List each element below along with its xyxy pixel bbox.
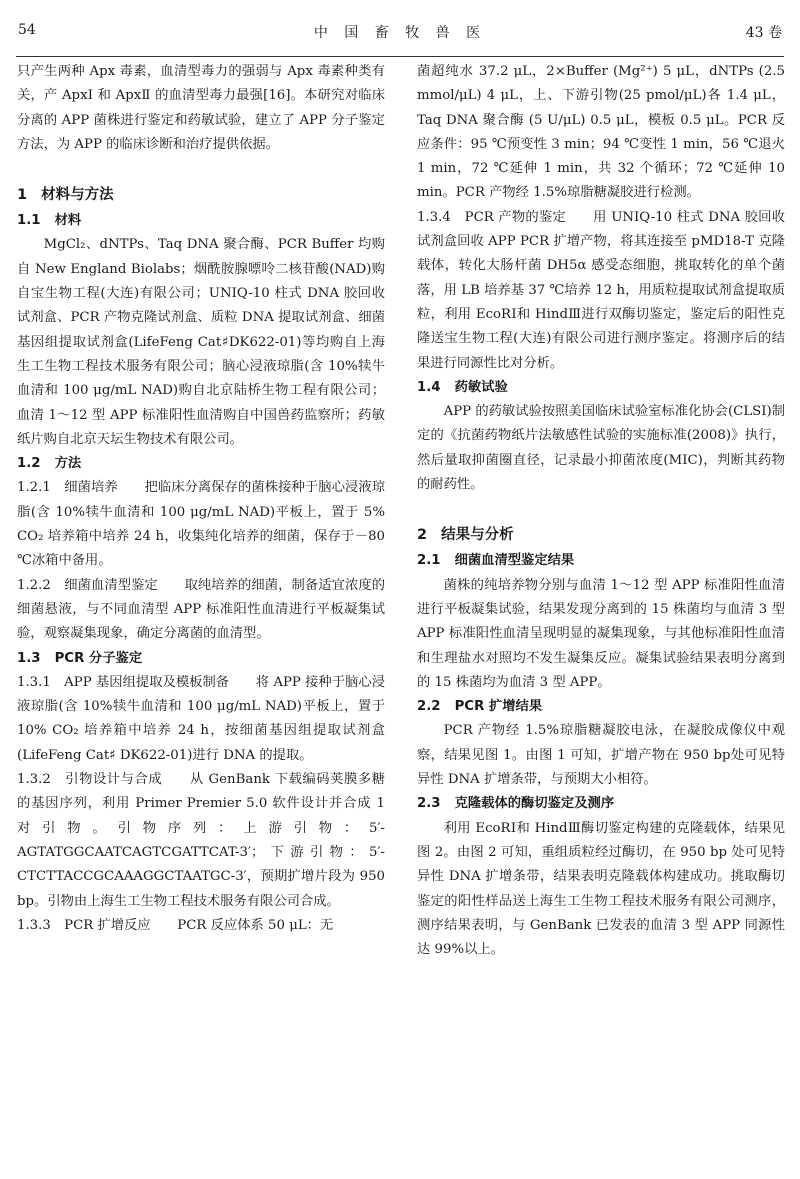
volume-label: 43 卷	[745, 25, 782, 41]
subsection-title: 细菌血清型鉴定结果	[454, 553, 575, 569]
subsection-heading-drug-sensitivity	[417, 376, 785, 400]
subsection-heading-pcr-results	[417, 695, 785, 719]
subsection-title: 药敏试验	[454, 379, 508, 395]
subsection-heading-materials	[17, 209, 385, 233]
right-column	[417, 60, 785, 962]
paragraph-1-3-3-continued: 菌超纯水 37.2 μL，2×Buffer (Mg²⁺) 5 μL，dNTPs (2.5 mmol/μL) 4 μL，上、下游引物(25 pmol/μL)各 1.4 μL，Taq DNA 聚合酶 (5 U/μL) 0.5 μL，模板 0.5 μL。PCR 反应条件：95 ℃预变性 3 min；94 ℃变性 1 min，56 ℃退火 1 min，72 ℃延伸 1 min，共 32 个循环；72 ℃延伸 10 min。PCR 产物经 1.5%琼脂糖凝胶进行检测。	[417, 64, 785, 201]
subsection-title: 材料	[54, 213, 82, 229]
subsection-title: PCR 扩增结果	[454, 699, 543, 715]
paragraph-1-3-2: 1.3.2 引物设计与合成 从 GenBank 下载编码荚膜多糖的基因序列，利用 Primer Premier 5.0 软件设计并合成 1 对引物。引物序列：上游引物：5′-AGTATGGCAATCAGTCGATTCAT-3′；下游引物：5′-CTCTTACCGCAAAGGCTAATGC-3′，预期扩增片段为 950 bp。引物由上海生工生物工程技术服务有限公司合成。	[17, 772, 385, 909]
paragraph-1-2-1: 1.2.1 细菌培养 把临床分离保存的菌株接种于脑心浸液琼脂(含 10%犊牛血清和 100 μg/mL NAD)平板上，置于 5% CO₂ 培养箱中培养 24 h，收集纯化培养的细菌，保存于－80 ℃冰箱中备用。	[17, 480, 385, 569]
subsection-number: 1.3	[17, 650, 41, 666]
header-rule	[16, 56, 784, 57]
subsection-title: 方法	[54, 456, 82, 472]
cloning-results-paragraph: 利用 EcoRⅠ和 HindⅢ酶切鉴定构建的克隆载体，结果见图 2。由图 2 可知，重组质粒经过酶切，在 950 bp 处可见特异性 DNA 扩增条带，结果表明克隆载体构建成功。挑取酶切鉴定的阳性样品送上海生工生物工程技术服务有限公司测序，测序结果表明，与 GenBank 已发表的血清 3 型 APP 同源性达 99%以上。	[417, 820, 785, 958]
section-title: 结果与分析	[441, 527, 514, 544]
page-number: 54	[18, 22, 36, 38]
subsection-number: 1.2	[17, 456, 41, 472]
left-column	[17, 60, 385, 938]
serotype-results-paragraph: 菌株的纯培养物分别与血清 1～12 型 APP 标准阳性血清进行平板凝集试验，结果发现分离到的 15 株菌均与血清 3 型 APP 标准阳性血清呈现明显的凝集现象，与其他标准阳性血清和生理盐水对照均不发生凝集反应。凝集试验结果表明分离到的 15 株菌均为血清 3 型 APP。	[417, 577, 785, 690]
drug-sensitivity-paragraph: APP 的药敏试验按照美国临床试验室标准化协会(CLSI)制定的《抗菌药物纸片法敏感性试验的实施标准(2008)》执行，然后量取抑菌圈直径，记录最小抑菌浓度(MIC)，判断其药物的耐药性。	[417, 404, 785, 493]
paragraph-1-3-4: 1.3.4 PCR 产物的鉴定 用 UNIQ-10 柱式 DNA 胶回收试剂盒回收 APP PCR 扩增产物，将其连接至 pMD18-T 克隆载体，转化大肠杆菌 DH5α 感受态细胞，挑取转化的单个菌落，用 LB 培养基 37 ℃培养 12 h，用质粒提取试剂盒提取质粒，利用 EcoRⅠ和 HindⅢ进行双酶切鉴定，鉴定后的阳性克隆送宝生物工程(大连)有限公司进行测序鉴定。将测序后的结果进行同源性比对分析。	[417, 209, 785, 371]
paragraph-1-2-2: 1.2.2 细菌血清型鉴定 取纯培养的细菌，制备适宜浓度的细菌悬液，与不同血清型 APP 标准阳性血清进行平板凝集试验，观察凝集现象，确定分离菌的血清型。	[17, 577, 385, 642]
subsection-number: 2.1	[417, 553, 441, 569]
subsection-heading-pcr	[17, 647, 385, 671]
subsection-heading-serotype-results	[417, 549, 785, 573]
section-heading-methods	[17, 181, 385, 209]
subsection-heading-methods	[17, 452, 385, 476]
section-title: 材料与方法	[41, 187, 114, 204]
subsection-number: 1.1	[17, 213, 41, 229]
paragraph-1-3-1: 1.3.1 APP 基因组提取及模板制备 将 APP 接种于脑心浸液琼脂(含 10%犊牛血清和 100 μg/mL NAD)平板上，置于 10% CO₂ 培养箱中培养 24 h，按细菌基因组提取试剂盒(LifeFeng Cat♯ DK622-01)进行 DNA 的提取。	[17, 674, 385, 763]
journal-title: 中 国 畜 牧 兽 医	[313, 25, 487, 41]
subsection-title: PCR 分子鉴定	[54, 650, 143, 666]
subsection-heading-cloning-results	[417, 792, 785, 816]
subsection-number: 1.4	[417, 379, 441, 395]
page-header	[0, 10, 800, 50]
subsection-number: 2.2	[417, 699, 441, 715]
section-number: 2	[417, 527, 428, 544]
pcr-results-paragraph: PCR 产物经 1.5%琼脂糖凝胶电泳，在凝胶成像仪中观察，结果见图 1。由图 1 可知，扩增产物在 950 bp处可见特异性 DNA 扩增条带，与预期大小相符。	[417, 723, 785, 788]
intro-paragraph: 只产生两种 Apx 毒素，血清型毒力的强弱与 Apx 毒素种类有关，产 ApxⅠ 和 ApxⅡ 的血清型毒力最强[16]。本研究对临床分离的 APP 菌株进行鉴定和药敏试验，建立了 APP 分子鉴定方法，为 APP 的临床诊断和治疗提供依据。	[17, 64, 385, 152]
paragraph-1-3-3: 1.3.3 PCR 扩增反应 PCR 反应体系 50 μL：无	[17, 917, 334, 933]
section-number: 1	[17, 187, 28, 204]
section-heading-results	[417, 521, 785, 549]
materials-paragraph: MgCl₂、dNTPs、Taq DNA 聚合酶、PCR Buffer 均购自 New England Biolabs；烟酰胺腺嘌呤二核苷酸(NAD)购自宝生物工程(大连)有限公司；UNIQ-10 柱式 DNA 胶回收试剂盒、PCR 产物克隆试剂盒、质粒 DNA 提取试剂盒、细菌基因组提取试剂盒(LifeFeng Cat♯DK622-01)等均购自上海生工生物工程技术服务有限公司；脑心浸液琼脂(含 10%犊牛血清和 100 μg/mL NAD)购自北京陆桥生物工程有限公司；血清 1～12 型 APP 标准阳性血清购自中国兽药监察所；药敏纸片购自北京天坛生物技术有限公司。	[17, 237, 385, 447]
subsection-title: 克隆载体的酶切鉴定及测序	[454, 796, 615, 812]
subsection-number: 2.3	[417, 796, 441, 812]
